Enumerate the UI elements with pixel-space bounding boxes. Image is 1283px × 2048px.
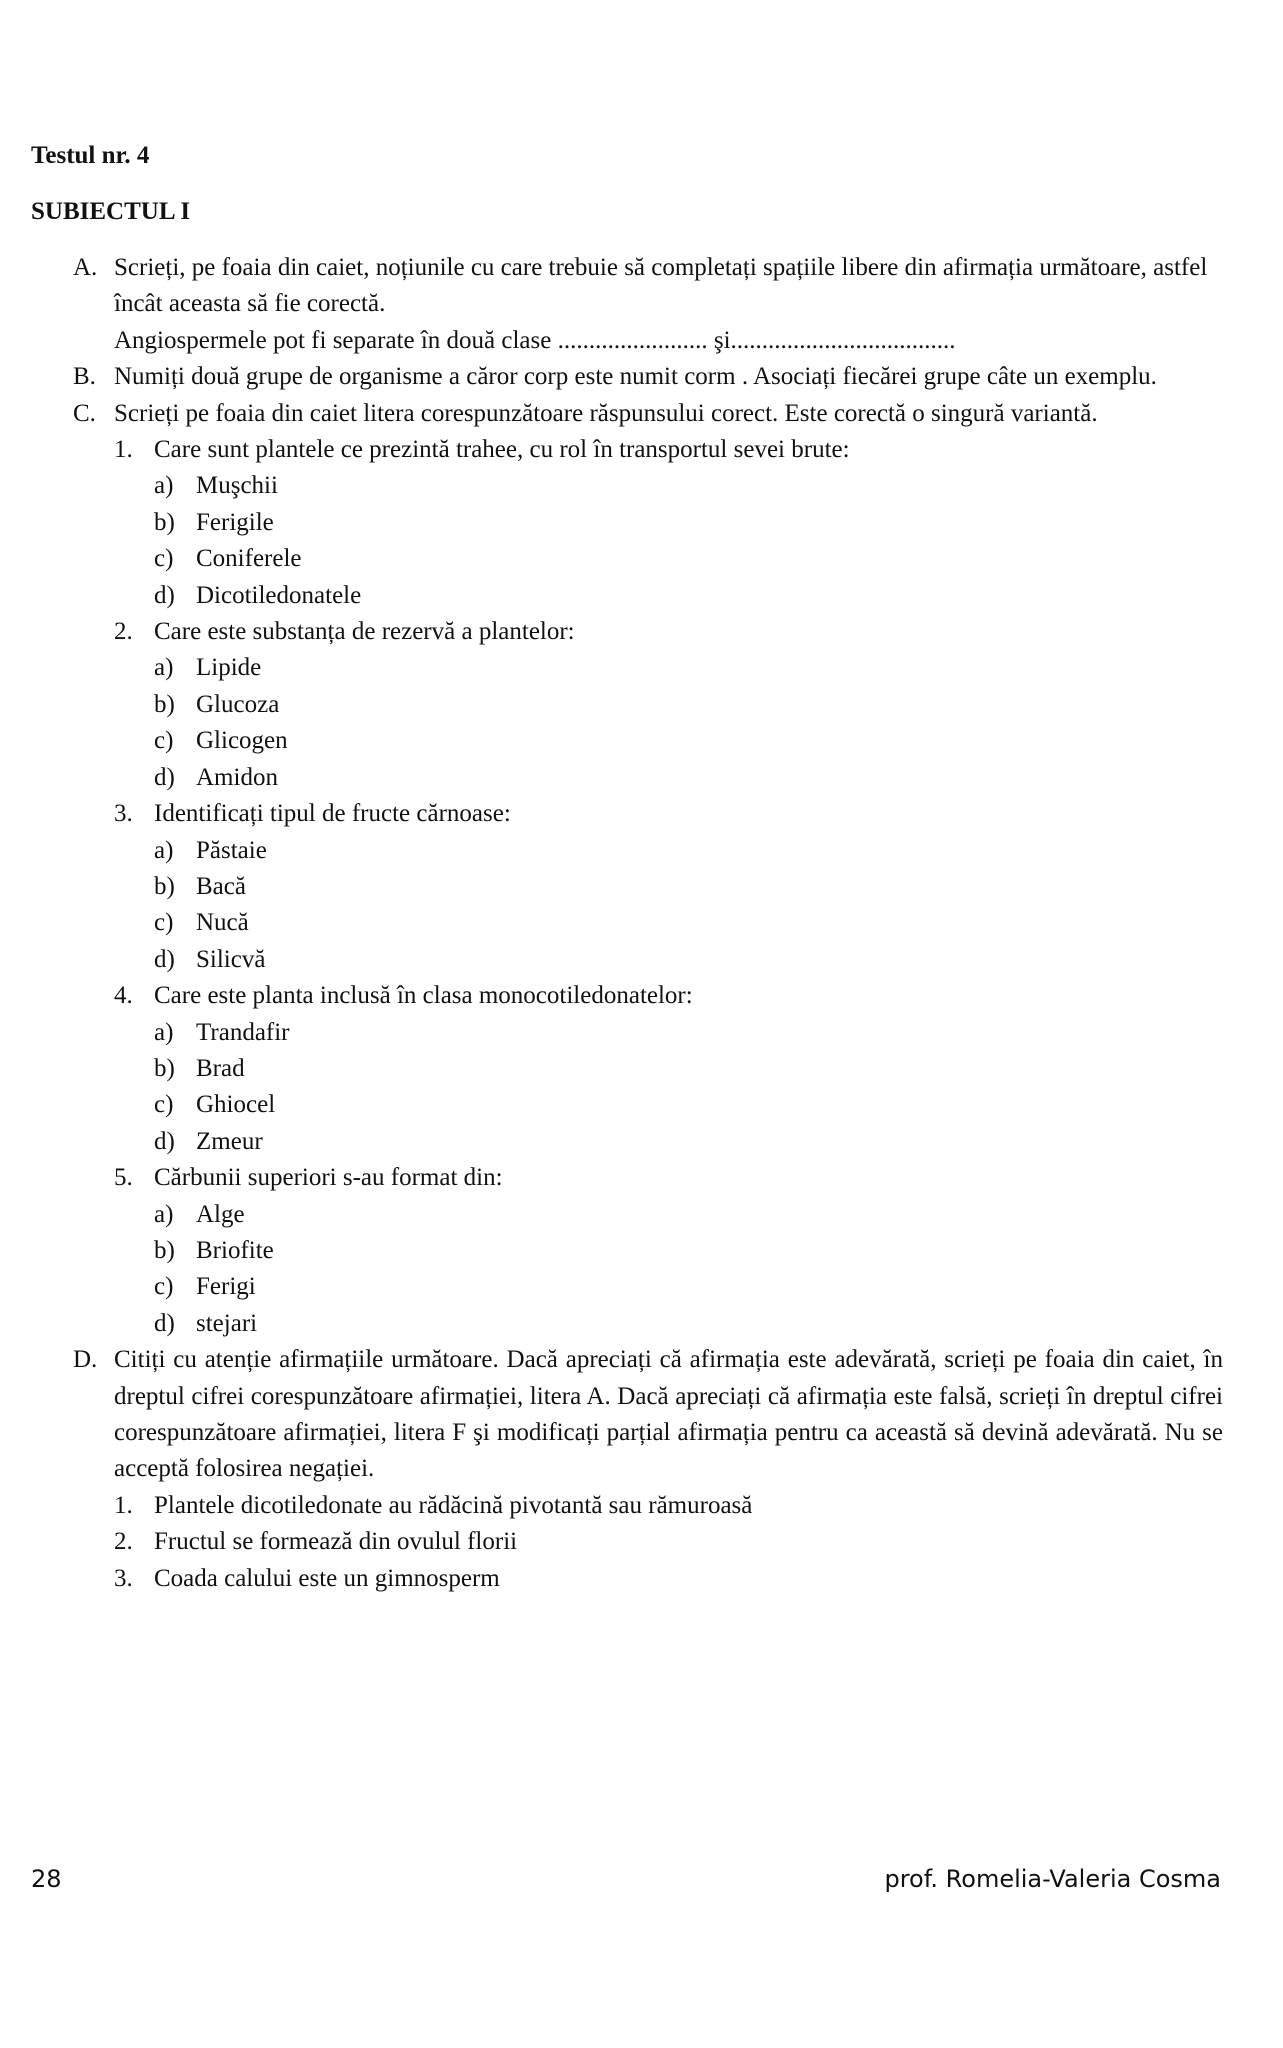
question-number: 3. bbox=[114, 800, 133, 828]
statement-1 bbox=[0, 1488, 1283, 1524]
option-letter: b) bbox=[154, 872, 175, 900]
option-letter: a) bbox=[154, 472, 174, 500]
question-text: Cărbunii superiori s-au format din: bbox=[154, 1164, 503, 1192]
question-1-option-c bbox=[0, 541, 1283, 577]
question-text: Identificați tipul de fructe cărnoase: bbox=[154, 800, 511, 828]
question-2-option-c bbox=[0, 723, 1283, 759]
section-c-instruction: Scrieți pe foaia din caiet litera corespunzătoare răspunsului corect. Este corectă o singură variantă. bbox=[114, 399, 1098, 427]
section-d-instruction: Citiți cu atenție afirmațiile următoare. Dacă apreciați că afirmația este adevărată, scrieți pe foaia din caiet, în dreptul cifrei corespunzătoare afirmației, litera A. Dacă apreciați că afirmația este falsă, scrieți în dreptul cifrei corespunzătoare afirmației, litera F şi modificați parțial afirmația pentru ca această să devină adevărată. Nu se acceptă folosirea negației. bbox=[114, 1346, 1223, 1483]
question-4-option-d bbox=[0, 1124, 1283, 1160]
statement-number: 3. bbox=[114, 1564, 133, 1592]
option-letter: d) bbox=[154, 581, 175, 609]
question-1-option-b bbox=[0, 505, 1283, 541]
statement-text: Fructul se formează din ovulul florii bbox=[154, 1528, 518, 1556]
statement-number: 1. bbox=[114, 1491, 133, 1519]
author-credit: prof. Romelia-Valeria Cosma bbox=[884, 1865, 1221, 1893]
option-text: Lipide bbox=[196, 654, 262, 682]
section-c bbox=[0, 396, 1283, 432]
question-3-option-c bbox=[0, 905, 1283, 941]
option-letter: d) bbox=[154, 763, 175, 791]
question-1-option-a bbox=[0, 468, 1283, 504]
question-1-option-d bbox=[0, 578, 1283, 614]
option-letter: c) bbox=[154, 1273, 174, 1301]
option-text: Briofite bbox=[196, 1236, 274, 1264]
question-2 bbox=[0, 614, 1283, 650]
question-number: 2. bbox=[114, 618, 133, 646]
subject-title: SUBIECTUL I bbox=[31, 198, 191, 225]
option-letter: b) bbox=[154, 1236, 175, 1264]
option-letter: c) bbox=[154, 727, 174, 755]
section-b bbox=[0, 359, 1283, 395]
page-number: 28 bbox=[31, 1865, 62, 1893]
question-2-option-a bbox=[0, 650, 1283, 686]
option-text: Păstaie bbox=[196, 836, 267, 864]
option-letter: b) bbox=[154, 690, 175, 718]
section-a-statement: Angiospermele pot fi separate în două clase ........................ şi.................................... bbox=[114, 326, 956, 354]
option-text: Brad bbox=[196, 1054, 245, 1082]
section-b-letter: B. bbox=[73, 363, 96, 391]
section-a-letter: A. bbox=[73, 254, 98, 281]
option-text: Muşchii bbox=[196, 472, 278, 500]
statement-2 bbox=[0, 1524, 1283, 1560]
question-5-option-a bbox=[0, 1197, 1283, 1233]
option-letter: a) bbox=[154, 654, 174, 682]
option-text: Alge bbox=[196, 1200, 245, 1228]
option-letter: c) bbox=[154, 545, 174, 573]
statement-text: Coada calului este un gimnosperm bbox=[154, 1564, 500, 1592]
section-d bbox=[0, 1342, 1283, 1488]
question-2-option-b bbox=[0, 687, 1283, 723]
question-text: Care este planta inclusă în clasa monocotiledonatelor: bbox=[154, 982, 693, 1010]
option-text: Amidon bbox=[196, 763, 278, 791]
section-a-instruction: Scrieți, pe foaia din caiet, noțiunile cu care trebuie să completați spațiile libere din afirmația următoare, astfel încât aceasta să fie corectă. bbox=[114, 254, 1208, 318]
statement-number: 2. bbox=[114, 1528, 133, 1556]
option-letter: a) bbox=[154, 836, 174, 864]
question-3-option-d bbox=[0, 942, 1283, 978]
question-text: Care sunt plantele ce prezintă trahee, cu rol în transportul sevei brute: bbox=[154, 436, 850, 464]
question-5-option-c bbox=[0, 1269, 1283, 1305]
option-letter: c) bbox=[154, 909, 174, 937]
question-2-option-d bbox=[0, 760, 1283, 796]
option-text: Trandafir bbox=[196, 1018, 290, 1046]
test-title: Testul nr. 4 bbox=[31, 142, 150, 169]
question-4-option-a bbox=[0, 1015, 1283, 1051]
question-text: Care este substanța de rezervă a plantelor: bbox=[154, 618, 575, 646]
option-text: Ferigile bbox=[196, 508, 274, 536]
option-text: Coniferele bbox=[196, 545, 302, 573]
option-letter: b) bbox=[154, 508, 175, 536]
statement-3 bbox=[0, 1561, 1283, 1597]
question-5 bbox=[0, 1160, 1283, 1196]
question-3 bbox=[0, 796, 1283, 832]
question-4-option-c bbox=[0, 1087, 1283, 1123]
option-text: Bacă bbox=[196, 872, 246, 900]
option-text: Ferigi bbox=[196, 1273, 256, 1301]
section-c-letter: C. bbox=[73, 399, 96, 427]
option-text: Dicotiledonatele bbox=[196, 581, 362, 609]
option-letter: a) bbox=[154, 1018, 174, 1046]
statement-text: Plantele dicotiledonate au rădăcină pivotantă sau rămuroasă bbox=[154, 1491, 753, 1519]
question-5-option-d bbox=[0, 1306, 1283, 1342]
option-letter: a) bbox=[154, 1200, 174, 1228]
question-number: 1. bbox=[114, 436, 133, 464]
option-text: Glucoza bbox=[196, 690, 280, 718]
question-1 bbox=[0, 432, 1283, 468]
option-letter: d) bbox=[154, 1309, 175, 1337]
question-4 bbox=[0, 978, 1283, 1014]
question-5-option-b bbox=[0, 1233, 1283, 1269]
section-b-instruction: Numiți două grupe de organisme a căror corp este numit corm . Asociați fiecărei grupe câte un exemplu. bbox=[114, 363, 1157, 391]
question-number: 4. bbox=[114, 982, 133, 1010]
question-4-option-b bbox=[0, 1051, 1283, 1087]
option-text: Glicogen bbox=[196, 727, 288, 755]
option-text: Zmeur bbox=[196, 1127, 263, 1155]
subject-content bbox=[0, 250, 1283, 1597]
option-text: Silicvă bbox=[196, 945, 266, 973]
option-text: Ghiocel bbox=[196, 1091, 276, 1119]
option-letter: c) bbox=[154, 1091, 174, 1119]
question-number: 5. bbox=[114, 1164, 133, 1192]
option-text: Nucă bbox=[196, 909, 249, 937]
option-text: stejari bbox=[196, 1309, 258, 1337]
option-letter: d) bbox=[154, 1127, 175, 1155]
section-a bbox=[0, 250, 1283, 359]
question-3-option-a bbox=[0, 833, 1283, 869]
option-letter: d) bbox=[154, 945, 175, 973]
question-3-option-b bbox=[0, 869, 1283, 905]
option-letter: b) bbox=[154, 1054, 175, 1082]
section-d-letter: D. bbox=[73, 1346, 98, 1374]
